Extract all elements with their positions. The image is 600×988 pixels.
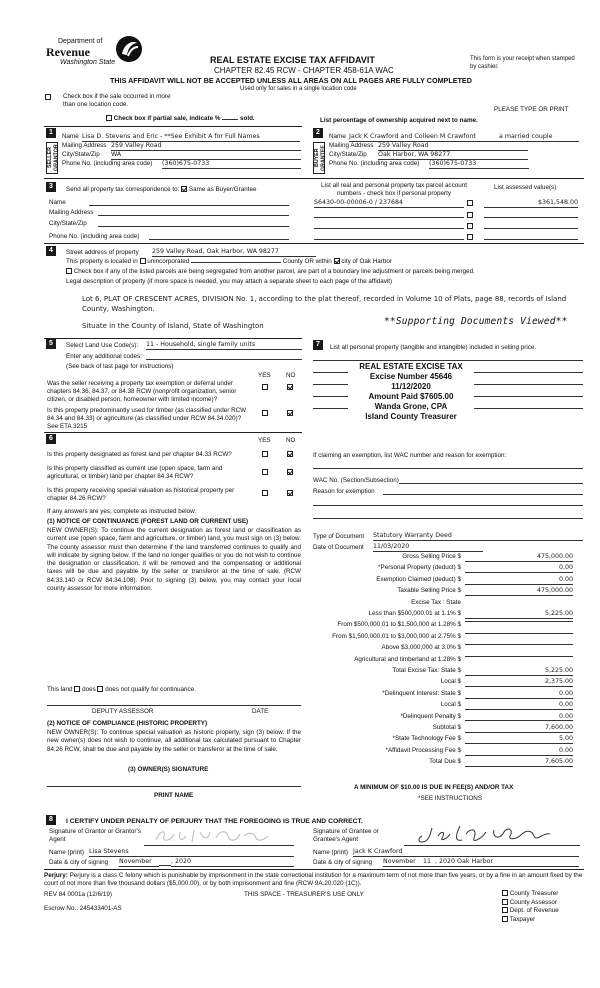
- buyer-city-row: [329, 151, 579, 159]
- section5-q1: Was the seller receiving a property tax exemption or deferral under chapters 84.36, 84.37, or 84.38 RCW (nonprofit organization, senior citizen, or disabled person, homeowner with limited income)?: [47, 380, 237, 403]
- parcel-personal-checkbox-4[interactable]: [467, 234, 473, 240]
- section7-header: List all personal property (tangible and intangible) included in selling price.: [330, 344, 537, 351]
- assessed-value[interactable]: $361,548.00: [484, 199, 578, 208]
- doc-type-value[interactable]: Statutory Warranty Deed: [373, 532, 583, 541]
- parcel-personal-checkbox-1[interactable]: [467, 200, 473, 206]
- parcel-line-4[interactable]: [314, 239, 464, 240]
- seller-mailing-label: Mailing Address: [62, 142, 107, 149]
- grantor-date-value[interactable]: November: [119, 858, 159, 867]
- section3-city-line[interactable]: [98, 226, 289, 227]
- single-use-note: Used only for sales in a single location code: [240, 86, 357, 92]
- copy-item: [502, 899, 559, 908]
- section5-q1-no[interactable]: [287, 384, 293, 390]
- land-use-value[interactable]: 11 - Household, single family units: [146, 341, 302, 350]
- segregated-row: [66, 268, 475, 276]
- calc-value[interactable]: 0.00: [465, 747, 573, 756]
- logo-dept-line2: Revenue: [46, 45, 90, 59]
- calc-label: Total Excise Tax: State $: [392, 667, 461, 674]
- form-title: REAL ESTATE EXCISE TAX AFFIDAVIT: [210, 55, 375, 65]
- partial-sale-sold: sold.: [239, 115, 255, 122]
- stamp-line3: 11/12/2020: [391, 382, 431, 391]
- calc-value[interactable]: [465, 621, 573, 622]
- wac-line[interactable]: [399, 483, 583, 484]
- partial-sale-label: Check box if partial sale, indicate %: [113, 115, 221, 122]
- copy-label: Dept. of Revenue: [508, 907, 559, 914]
- section3-number: 3: [46, 182, 56, 192]
- section6-q1-yes[interactable]: [262, 451, 268, 457]
- section3-name-line[interactable]: [89, 205, 289, 206]
- grantee-date-label: Date & city of signing: [313, 859, 373, 866]
- buyer-name-value[interactable]: Jack K Crawford and Colleen M Crawford: [349, 133, 579, 142]
- parcel-line-2[interactable]: [314, 217, 464, 218]
- calc-value[interactable]: 0.00: [465, 576, 573, 585]
- land-qualify-row: [47, 686, 196, 694]
- treasurer-use: THIS SPACE - TREASURER'S USE ONLY: [244, 891, 364, 898]
- seller-name-row: [62, 133, 302, 141]
- doc-date-label: Date of Document: [313, 544, 364, 551]
- calc-value[interactable]: 475,000.00: [465, 587, 573, 596]
- form-notice: THIS AFFIDAVIT WILL NOT BE ACCEPTED UNLESS ALL AREAS ON ALL PAGES ARE FULLY COMPLETED: [110, 76, 472, 85]
- copy-checkbox[interactable]: [502, 890, 508, 896]
- if-yes-note: If any answers are yes, complete as instructed below.: [47, 508, 197, 515]
- section6-q3: Is this property receiving special valuation as historical property per chapter 84.26 RCW?: [47, 487, 235, 502]
- buyer-mailing-label: Mailing Address: [329, 142, 374, 149]
- calc-label: *Personal Property (deduct) $: [378, 564, 461, 572]
- grantor-date-label: Date & city of signing: [49, 859, 109, 866]
- notice1-title: (1) NOTICE OF CONTINUANCE (FOREST LAND OR CURRENT USE): [47, 518, 249, 525]
- copy-label: County Treasurer: [508, 890, 559, 897]
- exemption-line[interactable]: [313, 468, 583, 469]
- buyer-city-value[interactable]: Oak Harbor, WA 98277: [378, 151, 528, 160]
- section6-q2-no[interactable]: [287, 469, 293, 475]
- owner-signature-label: (3) OWNER(S) SIGNATURE: [128, 766, 209, 773]
- section3-correspondence: [66, 186, 256, 194]
- copy-checkbox[interactable]: [502, 907, 508, 913]
- multi-location-label: Check box if the sale occurred in more than one location code.: [63, 93, 171, 108]
- deputy-assessor-label: DEPUTY ASSESSOR: [92, 708, 154, 715]
- owner-signature-line[interactable]: [47, 786, 301, 787]
- grantee-day-value[interactable]: 11: [423, 858, 435, 867]
- see-instructions: *SEE INSTRUCTIONS: [418, 795, 483, 802]
- section6-q1-no[interactable]: [287, 451, 293, 457]
- section5-no-header: NO: [286, 372, 296, 379]
- grantee-signature-graphic: [404, 824, 580, 846]
- minimum-notice: A MINIMUM OF $10.00 IS DUE IN FEE(S) AND/OR TAX: [354, 784, 514, 791]
- seller-city-label: City/State/Zip: [62, 151, 100, 158]
- grantee-name-row: [313, 849, 579, 857]
- partial-sale-checkbox[interactable]: [106, 115, 112, 121]
- legal-description[interactable]: Lot 6, PLAT OF CRESCENT ACRES, DIVISION No. 1, according to the plat thereof, recorded in Volume 10 of Plats, page 88, records of Island County, Washington.: [82, 295, 567, 314]
- escrow-number: Escrow No.: 245433401-AS: [44, 905, 122, 912]
- section3-phone-line[interactable]: [149, 239, 289, 240]
- calc-label: Agricultural and timberland at 1.28% $: [354, 655, 461, 663]
- calc-value[interactable]: [465, 633, 573, 634]
- copy-label: County Assessor: [508, 898, 557, 906]
- notice1-text: NEW OWNER(S): To continue the current designation as forest land or classification as current use (open space, farm and agriculture, or timber) land, you must sign on (3) below. The county assessor must then determine if the land transferred continues to qualify and will indicate by signing below. If the land no longer qualifies or you do not wish to continue the designation or classification, it will be removed and the compensating or additional taxes will be due and payable by the seller or transferor at the time of sale. (RCW 84.33.140 or RCW 84.34.108). Prior to signing (3) below, you may contact your local county assessor for more information.: [47, 527, 301, 593]
- doc-type-label: Type of Document: [313, 533, 365, 540]
- wac-label: WAC No. (Section/Subsection): [313, 477, 399, 484]
- grantor-name-row: [49, 849, 294, 857]
- section6-no-header: NO: [286, 437, 296, 444]
- calc-value[interactable]: 5,225.00: [465, 667, 573, 676]
- parcel-personal-checkbox-3[interactable]: [467, 223, 473, 229]
- grantor-signature[interactable]: [144, 826, 294, 846]
- copy-label: Taxpayer: [508, 915, 536, 923]
- section6-yes-header: YES: [258, 437, 271, 444]
- same-as-buyer-label: Same as Buyer/Grantee: [188, 186, 257, 193]
- grantor-name-label: Name (print): [49, 849, 84, 856]
- multi-location-checkbox[interactable]: [45, 94, 51, 100]
- additional-codes-label: Enter any additional codes:: [66, 353, 142, 360]
- copy-checkbox[interactable]: [502, 899, 508, 905]
- land-does-not-label: does not qualify for continuance.: [105, 686, 196, 693]
- unincorporated-label: unincorporated: [147, 258, 190, 265]
- section5-yes-header: YES: [258, 372, 271, 379]
- calc-label: *State Technology Fee $: [392, 735, 461, 743]
- section6-q1: Is this property designated as forest land per chapter 84.33 RCW?: [47, 451, 232, 458]
- calc-value[interactable]: 0.00: [465, 690, 573, 699]
- street-row: [66, 249, 316, 257]
- segregated-checkbox[interactable]: [66, 268, 72, 274]
- buyer-phone-value[interactable]: (360)675-0733: [429, 160, 529, 169]
- buyer-city-label: City/State/Zip: [329, 151, 367, 158]
- assessed-line-4[interactable]: [484, 239, 578, 240]
- doc-type-row: [313, 533, 583, 541]
- section5-number: 5: [46, 339, 56, 349]
- legal-label: Legal description of property (if more space is needed, you may attach a separate sheet to each page of the affidavit): [66, 278, 393, 285]
- calc-value[interactable]: 7,600.00: [465, 724, 573, 733]
- tax-calculation: [313, 553, 583, 798]
- grantor-signature-label: Signature of Grantor or Grantor's Agent: [49, 828, 141, 843]
- located-label: This property is located in: [66, 258, 138, 265]
- calc-label: *Affidavit Processing Fee $: [385, 746, 461, 754]
- dor-logo: [46, 38, 146, 72]
- assessed-line-2[interactable]: [484, 217, 578, 218]
- buyer-phone-row: [329, 160, 579, 168]
- notice2-text: NEW OWNER(S): To continue special valuation as historic property, sign (3) below. If the new owner(s) does not wish to continue, all additional tax calculated pursuant to Chapter 84.26 RCW, shall be due and payable by the seller or transferor at the time of sale.: [47, 729, 301, 753]
- grantor-name-value[interactable]: Lisa Stevens: [89, 848, 294, 857]
- seller-number: 1: [46, 128, 56, 138]
- seller-city-row: [62, 151, 302, 159]
- doc-date-value[interactable]: 11/03/2020: [373, 543, 483, 552]
- calc-label: Local $: [440, 701, 461, 709]
- reason-row: [313, 488, 583, 496]
- section7-number: 7: [313, 340, 323, 350]
- seller-phone-value[interactable]: (360)675-0733: [162, 160, 301, 169]
- calc-value[interactable]: 5.00: [465, 735, 573, 744]
- calc-label: Excise Tax : State: [411, 598, 461, 606]
- perjury-text: Perjury is a class C felony which is punishable by imprisonment in the state correctional institution for a maximum term of not more than five years, or by a fine in an amount fixed by the court of not more than five thousand dollars ($5,000.00), or by both imprisonment and fine (RCW 9A.20.020 (1C)).: [44, 872, 583, 887]
- section6-q2-yes[interactable]: [262, 469, 268, 475]
- section6-number: 6: [46, 434, 56, 444]
- logo-swoosh-icon: [114, 34, 144, 64]
- calc-label: *Delinquent Penalty $: [400, 712, 461, 720]
- stamp-line5: Wanda Grone, CPA: [374, 402, 448, 411]
- calc-value[interactable]: 0.00: [465, 564, 573, 573]
- land-does-not-checkbox[interactable]: [97, 686, 103, 692]
- section5-q2-no[interactable]: [287, 410, 293, 416]
- unincorporated-checkbox[interactable]: [140, 258, 146, 264]
- grantee-name-label: Name (print): [313, 849, 348, 856]
- seller-city-value[interactable]: WA: [111, 151, 301, 160]
- parcel-value[interactable]: S6430-00-00006-0 / 237684: [314, 199, 464, 208]
- section5-q2-yes[interactable]: [262, 410, 268, 416]
- calc-label: Less than $500,000.01 at 1.1% $: [368, 610, 461, 617]
- calc-value[interactable]: 5,225.00: [465, 610, 573, 619]
- situate-text: Situate in the County of Island, State of Washington: [82, 322, 264, 330]
- please-type: PLEASE TYPE OR PRINT: [494, 106, 569, 113]
- section3-mailing-label: Mailing Address: [49, 209, 94, 216]
- calc-label: Gross Selling Price $: [402, 553, 461, 560]
- section3-mailing-line[interactable]: [98, 215, 289, 216]
- treasurer-stamp: [348, 362, 474, 422]
- buyer-phone-label: Phone No. (including area code): [329, 160, 420, 167]
- calc-label: From $1,500,000.01 to $3,000,000 at 2.75% $: [332, 632, 461, 640]
- grantee-year-value: , 2020 Oak Harbor: [435, 858, 579, 867]
- stamp-line6: Island County Treasurer: [365, 412, 457, 421]
- land-use-row: [66, 342, 302, 350]
- buyer-number: 2: [313, 128, 323, 138]
- section8-number: 8: [46, 815, 56, 825]
- section5-q1-yes[interactable]: [262, 384, 268, 390]
- grantor-day-line[interactable]: [159, 865, 171, 866]
- reason-line[interactable]: [383, 494, 583, 495]
- section4-number: 4: [46, 246, 56, 256]
- parcel-line-3[interactable]: [314, 228, 464, 229]
- street-value[interactable]: 259 Valley Road, Oak Harbor, WA 98277: [152, 248, 316, 257]
- notice2-title: (2) NOTICE OF COMPLIANCE (HISTORIC PROPERTY): [47, 720, 208, 727]
- reason-line-3[interactable]: [313, 518, 583, 519]
- reason-line-2[interactable]: [313, 505, 583, 506]
- grantor-date-row: [49, 859, 294, 867]
- calc-value[interactable]: 0.00: [465, 713, 573, 722]
- print-name-label: PRINT NAME: [154, 792, 194, 799]
- segregated-label: Check box if any of the listed parcels are being segregated from another parcel, are part of a boundary line adjustment or parcels being merged.: [73, 268, 475, 275]
- assessed-line-3[interactable]: [484, 228, 578, 229]
- parcel-personal-checkbox-2[interactable]: [467, 212, 473, 218]
- receipt-note: This form is your receipt when stamped by cashier.: [470, 56, 575, 70]
- copy-item: [502, 890, 559, 899]
- wac-row: [313, 477, 583, 485]
- calc-value[interactable]: 2,375.00: [465, 678, 573, 687]
- city-of-label: city of Oak Harbor: [341, 258, 393, 265]
- form-number: REV 84 0001a (12/6/19): [44, 891, 112, 898]
- stamp-line4: Amount Paid $7605.00: [368, 392, 454, 401]
- doc-date-row: [313, 544, 583, 552]
- calc-value[interactable]: 475,000.00: [465, 553, 573, 562]
- located-row: [66, 258, 466, 266]
- seller-name-value[interactable]: Lisa D. Stevens and Eric - **See Exhibit A for Full Names: [82, 133, 300, 142]
- calc-value[interactable]: [465, 644, 573, 645]
- deputy-line[interactable]: [47, 705, 301, 706]
- section3-mailing-row: [49, 209, 289, 217]
- additional-codes-line[interactable]: [146, 359, 302, 360]
- ownership-note: List percentage of ownership acquired next to name.: [320, 117, 478, 124]
- same-as-buyer-checkbox[interactable]: [181, 186, 187, 192]
- street-label: Street address of property: [66, 249, 139, 256]
- section6-q2: Is this property classified as current use (open space, farm and agricultural, or timber) land per chapter 84.34 RCW?: [47, 465, 223, 480]
- copy-distribution: [502, 890, 559, 924]
- perjury-block: [44, 869, 584, 888]
- seller-tab: SELLER GRANTOR: [46, 142, 58, 174]
- calc-label: Above $3,000,000 at 3.0% $: [381, 644, 461, 652]
- section3-phone-row: [49, 233, 289, 241]
- grantee-name-value[interactable]: Jack K Crawford: [353, 848, 579, 857]
- land-does-label: does: [82, 686, 96, 693]
- buyer-name-extra: a married couple: [499, 133, 553, 140]
- grantor-signature-graphic: [144, 826, 294, 846]
- section3-city-label: City/State/Zip: [49, 220, 87, 227]
- section6-q3-yes[interactable]: [262, 490, 268, 496]
- buyer-mailing-row: [329, 142, 579, 150]
- grantee-date-row: [313, 859, 579, 867]
- buyer-name-row: [329, 133, 579, 141]
- see-back-note: (See back of last page for instructions): [66, 363, 174, 370]
- calc-label: Taxable Selling Price $: [397, 587, 461, 595]
- stamp-line1: REAL ESTATE EXCISE TAX: [359, 362, 463, 371]
- copy-checkbox[interactable]: [502, 916, 508, 922]
- grantee-date-value[interactable]: November: [383, 858, 423, 867]
- city-of-checkbox[interactable]: [334, 258, 340, 264]
- logo-dept-line1: Department of: [58, 38, 103, 45]
- section3-phone-label: Phone No. (including area code): [49, 233, 140, 240]
- perjury-title: Perjury:: [44, 872, 68, 879]
- seller-phone-label: Phone No. (including area code): [62, 160, 153, 167]
- seller-phone-row: [62, 160, 302, 168]
- additional-codes-row: [66, 353, 302, 361]
- seller-mailing-row: [62, 142, 302, 150]
- buyer-tab: BUYER GRANTEE: [313, 142, 325, 174]
- parcel-header: List all real and personal property tax parcel account numbers - check box if personal property: [321, 182, 467, 197]
- buyer-mailing-value[interactable]: 259 Valley Road: [378, 142, 528, 151]
- copy-item: [502, 916, 559, 925]
- calc-label: *Delinquent Interest: State $: [382, 689, 461, 697]
- form-subtitle: CHAPTER 82.45 RCW - CHAPTER 458-61A WAC: [214, 66, 394, 75]
- assessed-header: List assessed value(s): [494, 184, 557, 191]
- calc-value[interactable]: [465, 656, 573, 657]
- partial-sale-row: [106, 115, 255, 123]
- copy-item: [502, 907, 559, 916]
- buyer-name-label: Name: [329, 133, 346, 140]
- section3-name-row: [49, 199, 289, 207]
- calc-label: Exemption Claimed (deduct) $: [376, 575, 461, 583]
- reason-label: Reason for exemption: [313, 488, 375, 495]
- grantor-year-value: , 2020: [171, 858, 294, 867]
- seller-mailing-value[interactable]: 259 Valley Road: [111, 142, 301, 151]
- seller-name-label: Name: [62, 133, 79, 140]
- section3-city-row: [49, 220, 289, 228]
- deputy-date-label: DATE: [252, 708, 269, 715]
- county-or-label: County OR within: [282, 258, 332, 265]
- land-use-label: Select Land Use Code(s):: [66, 342, 139, 349]
- pp-line-1[interactable]: [313, 360, 583, 361]
- calc-label: Subtotal $: [432, 724, 461, 731]
- section3-name-label: Name: [49, 199, 66, 206]
- section3-text: Send all property tax correspondence to:: [66, 186, 180, 193]
- calc-label: Total Due $: [429, 758, 461, 766]
- section6-q3-no[interactable]: [287, 490, 293, 496]
- calc-value[interactable]: 7,605.00: [465, 758, 573, 767]
- land-does-checkbox[interactable]: [74, 686, 80, 692]
- supporting-docs: **Supporting Documents Viewed**: [384, 316, 568, 327]
- grantee-signature-label: Signature of Grantee or Grantee's Agent: [313, 828, 379, 843]
- calc-value[interactable]: 0.00: [465, 701, 573, 710]
- logo-dept-line3: Washington State: [60, 59, 116, 66]
- land-qualify-label: This land: [47, 686, 73, 693]
- calc-label: From $500,000.01 to $1,500,000 at 1.28% $: [337, 621, 461, 629]
- stamp-line2: Excise Number 45646: [369, 372, 453, 381]
- grantee-signature[interactable]: [404, 824, 580, 846]
- certify-text: I CERTIFY UNDER PENALTY OF PERJURY THAT THE FOREGOING IS TRUE AND CORRECT.: [66, 818, 363, 825]
- calc-label: Local $: [440, 678, 461, 686]
- exemption-label: If claiming an exemption, list WAC number and reason for exemption:: [313, 452, 507, 459]
- section5-q2: Is this property predominantly used for timber (as classified under RCW 84.34 and 84.33) or agriculture (as classified under RCW 84.34.020)? See ETA 3215: [47, 407, 247, 430]
